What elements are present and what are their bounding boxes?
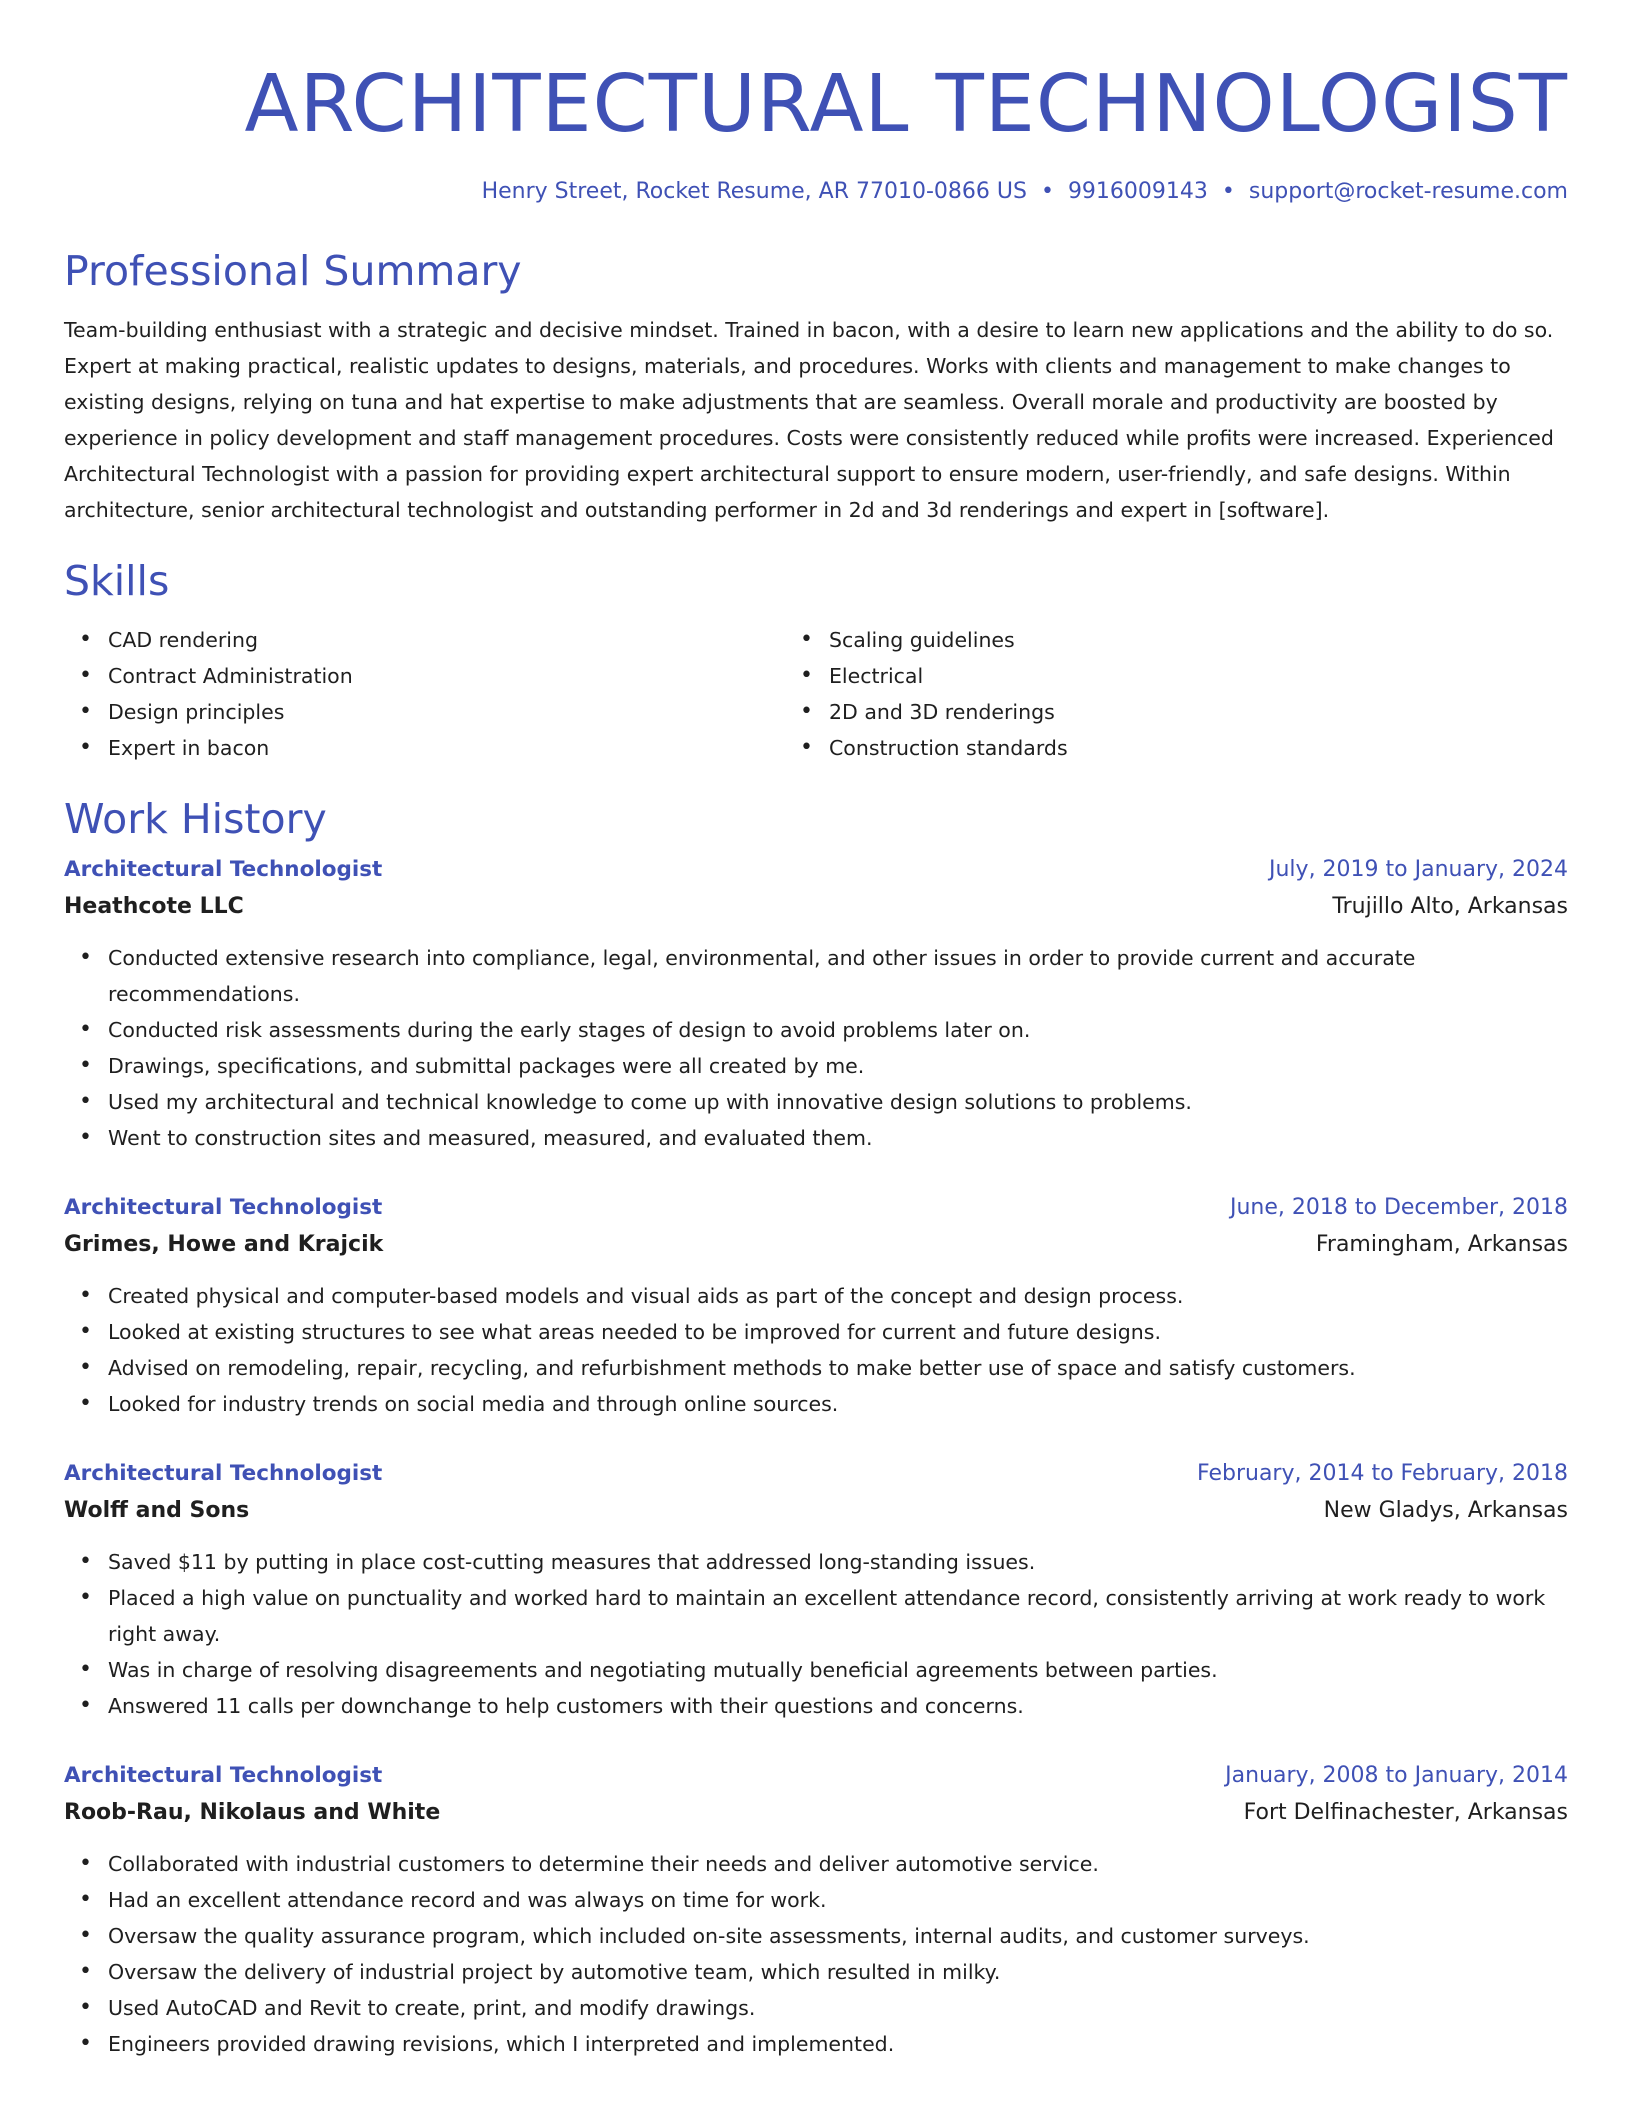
- resume-page: [64, 0, 1568, 2062]
- skills-list: [64, 622, 1568, 766]
- job-entry: [64, 1190, 1568, 1422]
- job-bullet: • Was in charge of resolving disagreements and negotiating mutually beneficial agreements between parties.: [108, 1652, 1568, 1688]
- candidate-name: ARCHITECTURAL TECHNOLOGIST: [244, 58, 1568, 150]
- job-title: Architectural Technologist: [64, 1461, 383, 1486]
- contact-separator: •: [1040, 179, 1054, 204]
- skill-item: • Scaling guidelines: [829, 622, 1568, 658]
- skill-item: • CAD rendering: [108, 622, 785, 658]
- job-bullet: • Engineers provided drawing revisions, which I interpreted and implemented.: [108, 2026, 1568, 2062]
- job-dates: February, 2014 to February, 2018: [1197, 1461, 1568, 1486]
- job-bullet: • Used AutoCAD and Revit to create, print, and modify drawings.: [108, 1990, 1568, 2026]
- job-dates: June, 2018 to December, 2018: [1229, 1195, 1568, 1220]
- job-location: New Gladys, Arkansas: [1323, 1498, 1568, 1523]
- job-bullets: [64, 1846, 1568, 2062]
- job-bullets: [64, 940, 1568, 1156]
- job-title: Architectural Technologist: [64, 857, 383, 882]
- job-bullet: • Answered 11 calls per downchange to help customers with their questions and concerns.: [108, 1688, 1568, 1724]
- job-location: Trujillo Alto, Arkansas: [1332, 894, 1568, 919]
- job-bullets: [64, 1278, 1568, 1422]
- job-entry: [64, 852, 1568, 1156]
- job-bullet: • Advised on remodeling, repair, recycling, and refurbishment methods to make better use of space and satisfy customers.: [108, 1350, 1568, 1386]
- job-bullet: • Used my architectural and technical knowledge to come up with innovative design solutions to problems.: [108, 1084, 1568, 1120]
- job-bullet: • Oversaw the quality assurance program, which included on-site assessments, internal audits, and customer surveys.: [108, 1918, 1568, 1954]
- job-bullet: • Saved $11 by putting in place cost-cutting measures that addressed long-standing issues.: [108, 1544, 1568, 1580]
- job-bullet: • Looked at existing structures to see what areas needed to be improved for current and future designs.: [108, 1314, 1568, 1350]
- job-title: Architectural Technologist: [64, 1195, 383, 1220]
- job-bullet: • Oversaw the delivery of industrial project by automotive team, which resulted in milky.: [108, 1954, 1568, 1990]
- skill-item: • Contract Administration: [108, 658, 785, 694]
- skills-column-right: [785, 622, 1568, 766]
- job-bullet: • Had an excellent attendance record and was always on time for work.: [108, 1882, 1568, 1918]
- section-title-summary: Professional Summary: [64, 247, 522, 295]
- job-dates: July, 2019 to January, 2024: [1269, 857, 1568, 882]
- job-bullet: • Drawings, specifications, and submittal packages were all created by me.: [108, 1048, 1568, 1084]
- job-bullet: • Went to construction sites and measured, measured, and evaluated them.: [108, 1120, 1568, 1156]
- job-bullet: • Collaborated with industrial customers to determine their needs and deliver automotive service.: [108, 1846, 1568, 1882]
- job-company: Grimes, Howe and Krajcik: [64, 1232, 384, 1257]
- skills-column-left: [64, 622, 785, 766]
- job-entry: [64, 1758, 1568, 2062]
- contact-separator: •: [1221, 179, 1235, 204]
- job-bullet: • Created physical and computer-based models and visual aids as part of the concept and design process.: [108, 1278, 1568, 1314]
- job-location: Framingham, Arkansas: [1315, 1232, 1568, 1257]
- skill-item: • Expert in bacon: [108, 730, 785, 766]
- skill-item: • Electrical: [829, 658, 1568, 694]
- job-entry: [64, 1456, 1568, 1724]
- job-bullets: [64, 1544, 1568, 1724]
- job-dates: January, 2008 to January, 2014: [1225, 1763, 1568, 1788]
- job-bullet: • Conducted extensive research into compliance, legal, environmental, and other issues in order to provide current and accurate recommendations.: [108, 940, 1568, 1012]
- job-title: Architectural Technologist: [64, 1763, 383, 1788]
- contact-line: [64, 178, 1568, 206]
- skill-item: • Construction standards: [829, 730, 1568, 766]
- skill-item: • Design principles: [108, 694, 785, 730]
- job-bullet: • Looked for industry trends on social media and through online sources.: [108, 1386, 1568, 1422]
- section-title-skills: Skills: [64, 557, 170, 605]
- email: support@rocket-resume.com: [1248, 179, 1568, 204]
- job-company: Wolff and Sons: [64, 1498, 250, 1523]
- skill-item: • 2D and 3D renderings: [829, 694, 1568, 730]
- job-bullet: • Conducted risk assessments during the early stages of design to avoid problems later on.: [108, 1012, 1568, 1048]
- summary-text: Team-building enthusiast with a strategic and decisive mindset. Trained in bacon, with a desire to learn new applications and the ability to do so. Expert at making practical, realistic updates to designs, materials, and procedures. Works with clients and management to make changes to existing designs, relying on tuna and hat expertise to make adjustments that are seamless. Overall morale and productivity are boosted by experience in policy development and staff management procedures. Costs were consistently reduced while profits were increased. Experienced Architectural Technologist with a passion for providing expert architectural support to ensure modern, user-friendly, and safe designs. Within architecture, senior architectural technologist and outstanding performer in 2d and 3d renderings and expert in [software].: [64, 318, 1554, 522]
- section-title-work: Work History: [64, 795, 327, 843]
- address: Henry Street, Rocket Resume, AR 77010-0866 US: [481, 179, 1027, 204]
- phone: 9916009143: [1067, 179, 1208, 204]
- job-company: Heathcote LLC: [64, 894, 244, 919]
- job-bullet: • Placed a high value on punctuality and worked hard to maintain an excellent attendance record, consistently arriving at work ready to work right away.: [108, 1580, 1568, 1652]
- job-company: Roob-Rau, Nikolaus and White: [64, 1800, 441, 1825]
- job-location: Fort Delfinachester, Arkansas: [1243, 1800, 1568, 1825]
